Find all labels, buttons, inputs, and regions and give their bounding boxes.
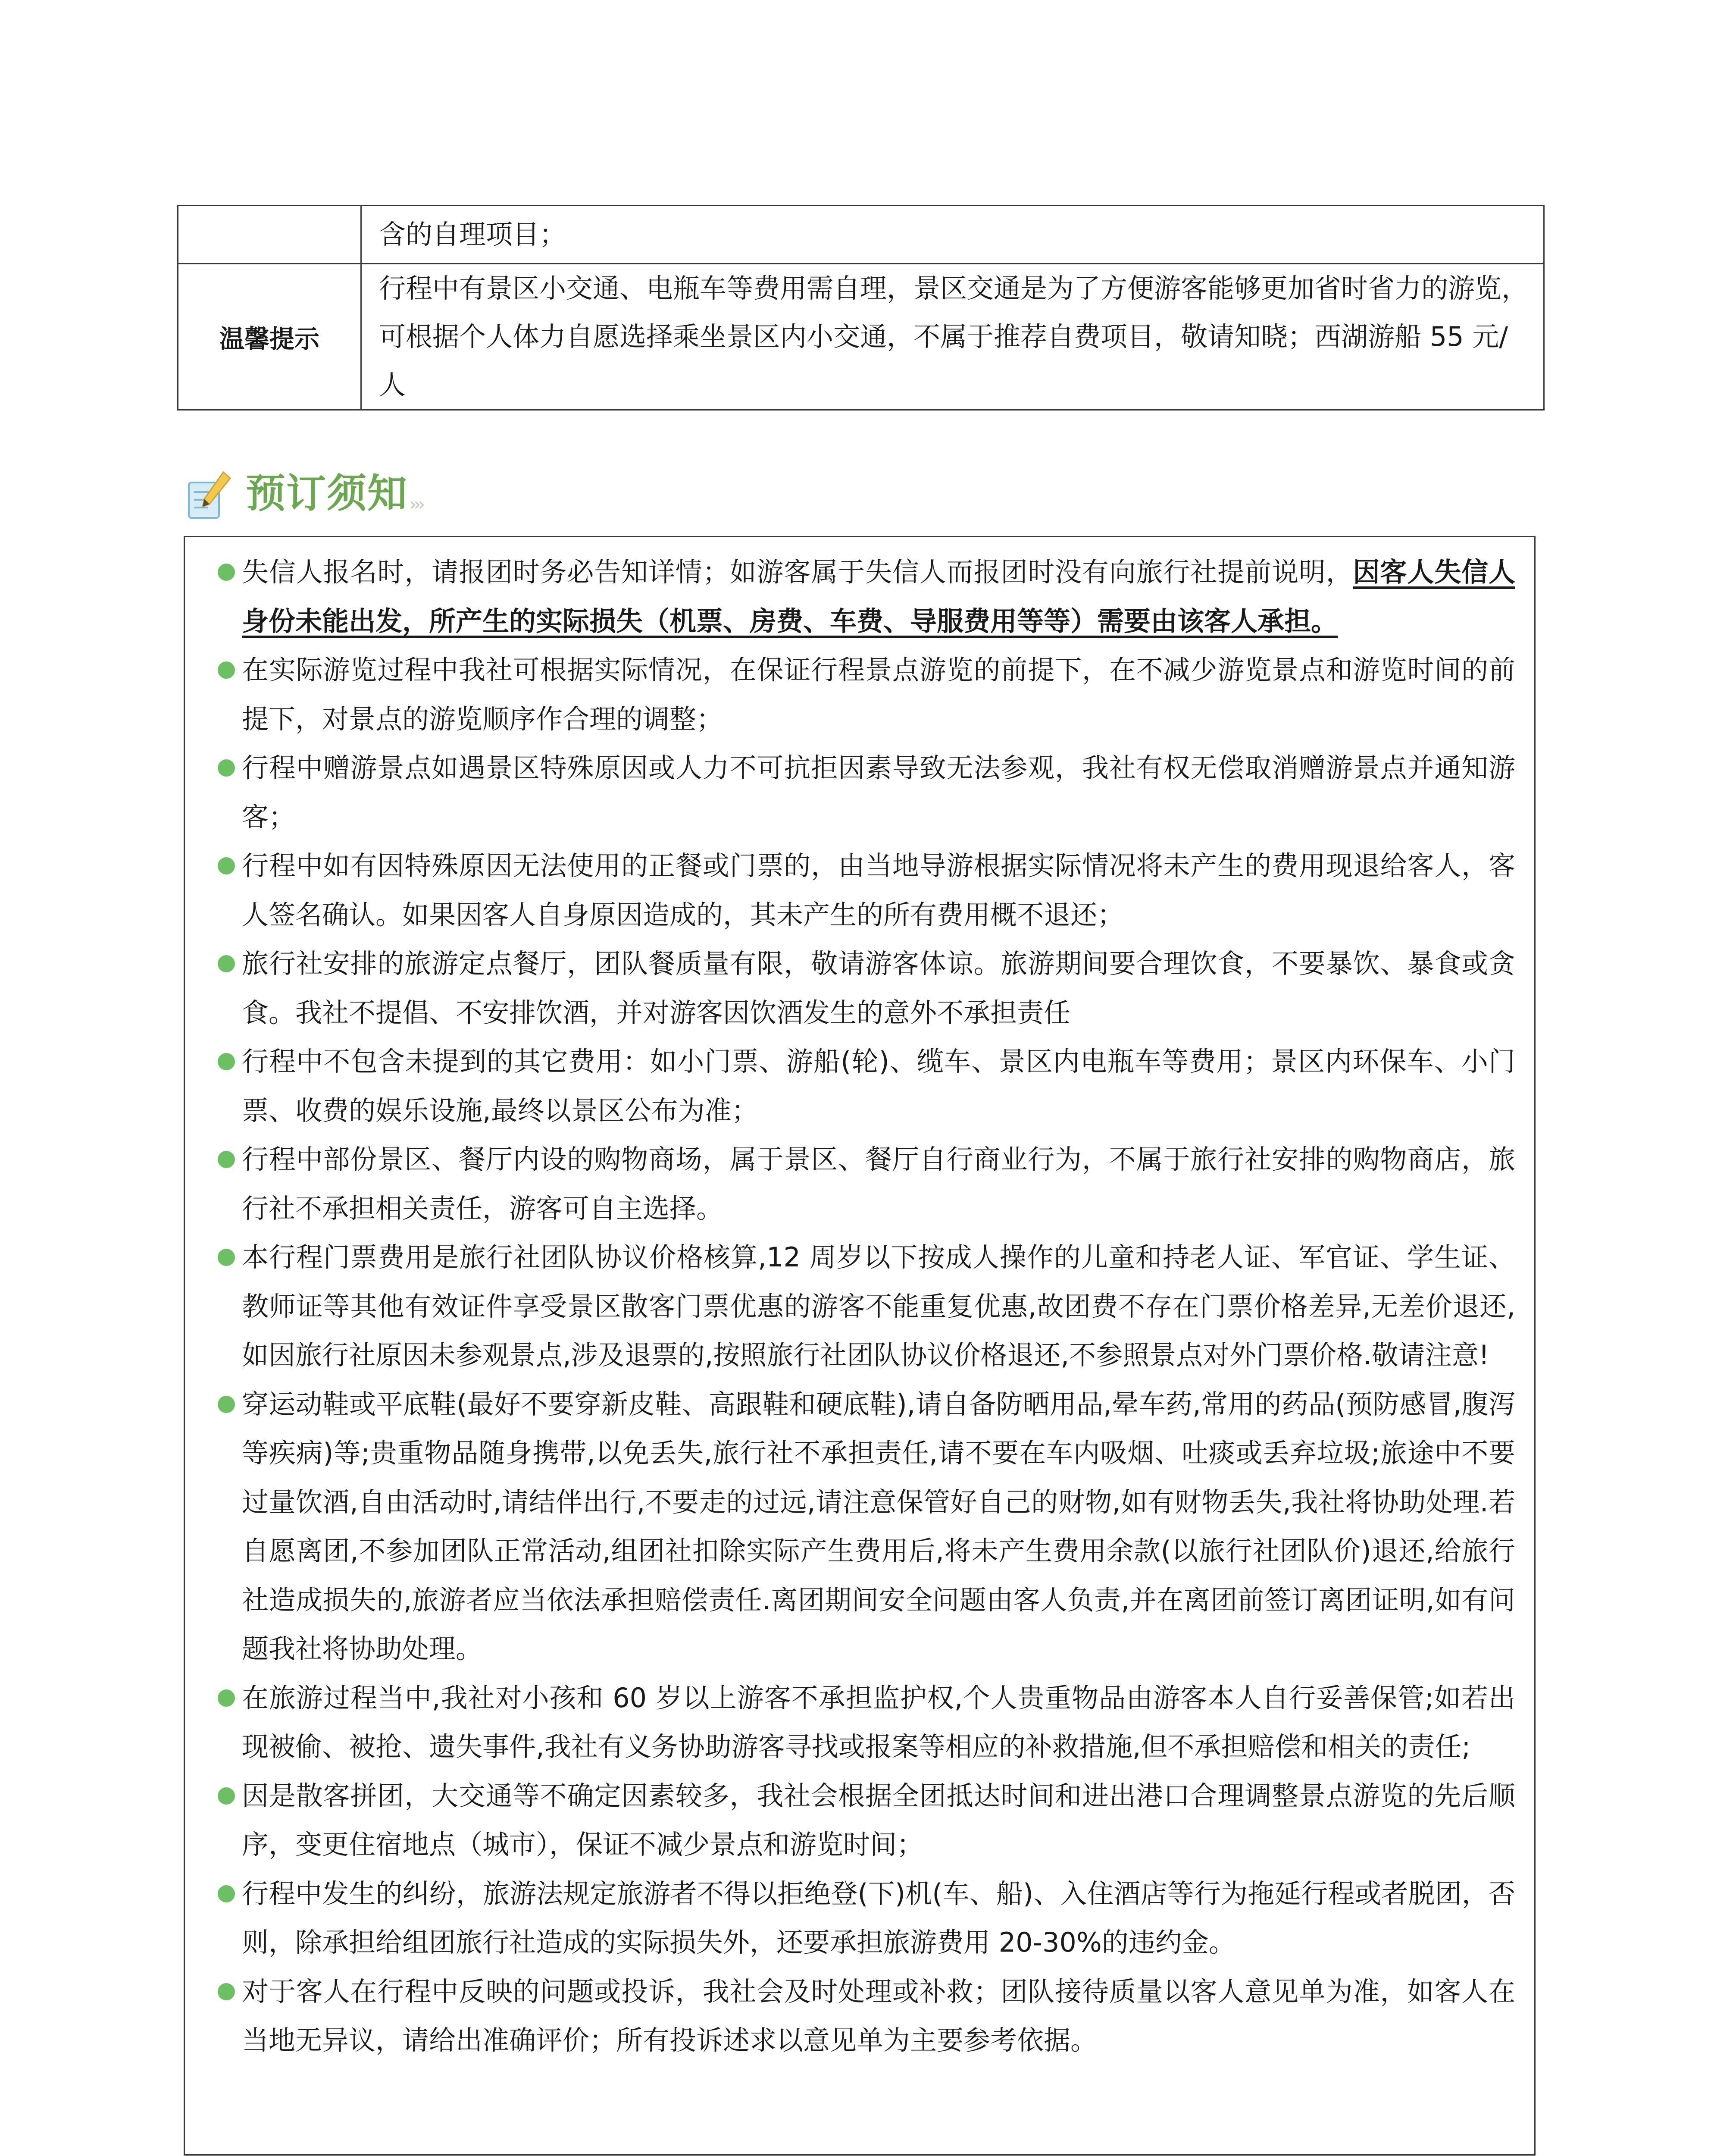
bullet-icon (218, 1983, 235, 2000)
notice-item (202, 841, 1515, 939)
booking-notice-box (184, 536, 1536, 2156)
notice-text: 行程中赠游景点如遇景区特殊原因或人力不可抗拒因素导致无法参观，我社有权无偿取消赠游景点并通知游客； (242, 752, 1515, 833)
bullet-icon (218, 1689, 235, 1707)
notice-text: 本行程门票费用是旅行社团队协议价格核算,12 周岁以下按成人操作的儿童和持老人证、军官证、学生证、教师证等其他有效证件享受景区散客门票优惠的游客不能重复优惠,故团费不存在门票价格差异,无差价退还,如因旅行社原因未参观景点,涉及退票的,按照旅行社团队协议价格退还,不参照景点对外门票价格.敬请注意! (242, 1241, 1515, 1371)
notice-item (202, 1967, 1515, 2065)
bullet-icon (218, 661, 235, 679)
table-row (178, 264, 1544, 410)
notice-emphasis: 因客人失信人身份未能出发，所产生的实际损失（机票、房费、车费、导服费用等等）需要由该客人承担。 (242, 556, 1515, 637)
warm-tips-content: 行程中有景区小交通、电瓶车等费用需自理，景区交通是为了方便游客能够更加省时省力的游览，可根据个人体力自愿选择乘坐景区内小交通，不属于推荐自费项目，敬请知晓；西湖游船 55 元/人 (361, 264, 1544, 410)
notice-text: 失信人报名时，请报团时务必告知详情；如游客属于失信人而报团时没有向旅行社提前说明， (242, 556, 1353, 588)
chevron-right-icon: ››› (410, 495, 422, 514)
notice-text: 在旅游过程当中,我社对小孩和 60 岁以上游客不承担监护权,个人贵重物品由游客本人自行妥善保管;如若出现被偷、被抢、遗失事件,我社有义务协助游客寻找或报案等相应的补救措施,但不承担赔偿和相关的责任; (242, 1682, 1515, 1762)
notice-text: 行程中部份景区、餐厅内设的购物商场，属于景区、餐厅自行商业行为，不属于旅行社安排的购物商店，旅行社不承担相关责任，游客可自主选择。 (242, 1144, 1515, 1224)
notice-text: 行程中不包含未提到的其它费用：如小门票、游船(轮)、缆车、景区内电瓶车等费用；景区内环保车、小门票、收费的娱乐设施,最终以景区公布为准； (242, 1046, 1515, 1126)
notice-item (202, 1673, 1515, 1771)
bullet-icon (218, 1885, 235, 1902)
table-row (178, 206, 1544, 264)
bullet-icon (218, 564, 235, 581)
notice-item (202, 1037, 1515, 1135)
notice-item (202, 1771, 1515, 1869)
notice-item (202, 1233, 1515, 1380)
bullet-icon (218, 1151, 235, 1168)
notice-item (202, 1380, 1515, 1673)
notice-text: 穿运动鞋或平底鞋(最好不要穿新皮鞋、高跟鞋和硬底鞋),请自备防晒用品,晕车药,常用的药品(预防感冒,腹泻等疾病)等;贵重物品随身携带,以免丢失,旅行社不承担责任,请不要在车内吸烟、吐痰或丢弃垃圾;旅途中不要过量饮酒,自由活动时,请结伴出行,不要走的过远,请注意保管好自己的财物,如有财物丢失,我社将协助处理.若自愿离团,不参加团队正常活动,组团社扣除实际产生费用后,将未产生费用余款(以旅行社团队价)退还,给旅行社造成损失的,旅游者应当依法承担赔偿责任.离团期间安全问题由客人负责,并在离团前签订离团证明,如有问题我社将协助处理。 (242, 1388, 1515, 1664)
table-label-cell (178, 206, 361, 264)
warm-tips-label: 温馨提示 (178, 264, 361, 410)
bullet-icon (218, 1053, 235, 1070)
notice-text: 行程中如有因特殊原因无法使用的正餐或门票的，由当地导游根据实际情况将未产生的费用现退给客人，客人签名确认。如果因客人自身原因造成的，其未产生的所有费用概不退还； (242, 850, 1515, 931)
notice-text: 旅行社安排的旅游定点餐厅，团队餐质量有限，敬请游客体谅。旅游期间要合理饮食，不要暴饮、暴食或贪食。我社不提倡、不安排饮酒，并对游客因饮酒发生的意外不承担责任 (242, 948, 1515, 1028)
table-content-cell: 含的自理项目； (361, 206, 1544, 264)
notice-list (185, 537, 1534, 2065)
bullet-icon (218, 1787, 235, 1805)
notice-item (202, 939, 1515, 1037)
notice-text: 行程中发生的纠纷，旅游法规定旅游者不得以拒绝登(下)机(车、船)、入住酒店等行为拖延行程或者脱团，否则，除承担给组团旅行社造成的实际损失外，还要承担旅游费用 20-30%的违约金。 (242, 1877, 1515, 1958)
notice-text: 因是散客拼团，大交通等不确定因素较多，我社会根据全团抵达时间和进出港口合理调整景点游览的先后顺序，变更住宿地点（城市），保证不减少景点和游览时间； (242, 1780, 1515, 1860)
bullet-icon (218, 857, 235, 874)
bullet-icon (218, 955, 235, 972)
bullet-icon (218, 1396, 235, 1413)
section-title: 预订须知 (246, 470, 408, 517)
notice-item (202, 646, 1515, 743)
notice-item (202, 1869, 1515, 1967)
notice-item (202, 743, 1515, 841)
notice-item (202, 548, 1515, 646)
fees-table (177, 205, 1545, 411)
notice-text: 对于客人在行程中反映的问题或投诉，我社会及时处理或补救；团队接待质量以客人意见单为准，如客人在当地无异议，请给出准确评价；所有投诉述求以意见单为主要参考依据。 (242, 1975, 1515, 2056)
pen-notepad-icon (185, 470, 233, 521)
bullet-icon (218, 1249, 235, 1266)
bullet-icon (218, 759, 235, 777)
notice-item (202, 1135, 1515, 1233)
notice-text: 在实际游览过程中我社可根据实际情况，在保证行程景点游览的前提下，在不减少游览景点和游览时间的前提下，对景点的游览顺序作合理的调整； (242, 654, 1515, 735)
